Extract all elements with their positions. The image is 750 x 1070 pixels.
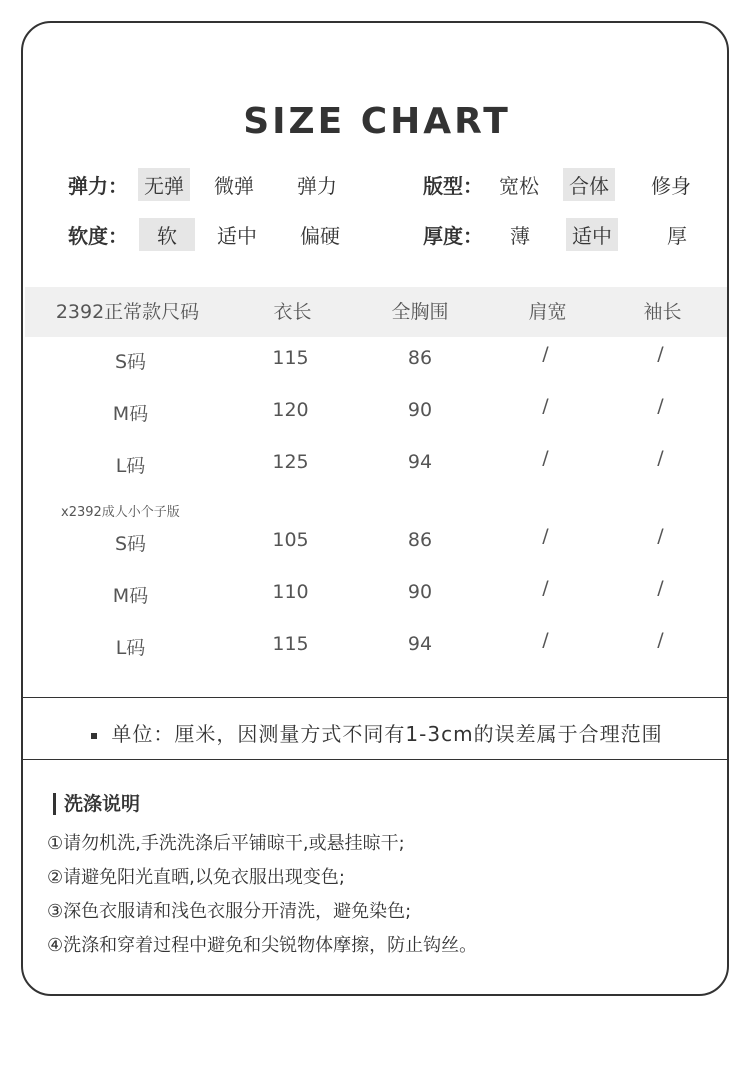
header-shoulder: 肩宽 <box>528 301 567 323</box>
row-sleeve: / <box>657 629 664 651</box>
divider-top <box>23 697 729 698</box>
thickness-label: 厚度： <box>423 224 483 248</box>
row-chest: 94 <box>407 451 433 473</box>
wash-item: ③深色衣服请和浅色衣服分开清洗，避免染色; <box>47 901 412 922</box>
thickness-option-thin: 薄 <box>510 224 530 248</box>
row-sleeve: / <box>657 343 664 365</box>
softness-option-firm: 偏硬 <box>300 224 340 248</box>
row-chest: 90 <box>407 581 433 603</box>
row-shoulder: / <box>542 629 549 651</box>
row-size: S码 <box>114 351 147 373</box>
row-length: 115 <box>272 347 309 369</box>
row-length: 110 <box>272 581 309 603</box>
header-length: 衣长 <box>273 301 312 323</box>
row-shoulder: / <box>542 447 549 469</box>
row-chest: 86 <box>407 347 433 369</box>
fit-label: 版型： <box>423 174 483 198</box>
fit-option-loose: 宽松 <box>499 174 539 198</box>
row-size: L码 <box>115 637 146 659</box>
thickness-option-thick: 厚 <box>667 224 687 248</box>
elasticity-option-elastic: 弹力 <box>297 174 337 198</box>
row-length: 105 <box>272 529 309 551</box>
wash-item: ④洗涤和穿着过程中避免和尖锐物体摩擦，防止钩丝。 <box>47 935 478 956</box>
wash-instructions-title: 洗涤说明 <box>53 793 140 815</box>
header-chest: 全胸围 <box>391 301 449 323</box>
unit-note <box>23 703 729 765</box>
elasticity-option-none: 无弹 <box>138 168 190 201</box>
softness-option-medium: 适中 <box>217 224 257 248</box>
row-chest: 94 <box>407 633 433 655</box>
row-shoulder: / <box>542 577 549 599</box>
thickness-option-medium: 适中 <box>566 218 618 251</box>
row-size: S码 <box>114 533 147 555</box>
row-length: 115 <box>272 633 309 655</box>
row-sleeve: / <box>657 525 664 547</box>
header-size: 2392正常款尺码 <box>55 301 200 323</box>
size-chart-card <box>21 21 729 996</box>
row-shoulder: / <box>542 343 549 365</box>
row-shoulder: / <box>542 525 549 547</box>
elasticity-option-slight: 微弹 <box>214 174 254 198</box>
elasticity-label: 弹力： <box>68 174 128 198</box>
row-sleeve: / <box>657 395 664 417</box>
fit-option-slim: 修身 <box>651 174 691 198</box>
row-size: M码 <box>112 403 149 425</box>
fit-option-regular: 合体 <box>563 168 615 201</box>
bullet-icon <box>91 733 97 739</box>
divider-bottom <box>23 759 729 760</box>
unit-note-text: 单位：厘米，因测量方式不同有1-3cm的误差属于合理范围 <box>111 722 663 746</box>
page-title: SIZE CHART <box>243 101 511 142</box>
row-size: M码 <box>112 585 149 607</box>
row-sleeve: / <box>657 447 664 469</box>
header-sleeve: 袖长 <box>643 301 682 323</box>
row-shoulder: / <box>542 395 549 417</box>
row-chest: 86 <box>407 529 433 551</box>
softness-option-soft: 软 <box>139 218 195 251</box>
softness-label: 软度： <box>68 224 128 248</box>
petite-version-label: x2392成人小个子版 <box>61 505 180 520</box>
wash-item: ①请勿机洗,手洗洗涤后平铺晾干,或悬挂晾干; <box>47 833 405 854</box>
wash-item: ②请避免阳光直晒,以免衣服出现变色; <box>47 867 345 888</box>
row-length: 120 <box>272 399 309 421</box>
size-table-header <box>25 287 729 337</box>
row-size: L码 <box>115 455 146 477</box>
row-chest: 90 <box>407 399 433 421</box>
row-sleeve: / <box>657 577 664 599</box>
row-length: 125 <box>272 451 309 473</box>
